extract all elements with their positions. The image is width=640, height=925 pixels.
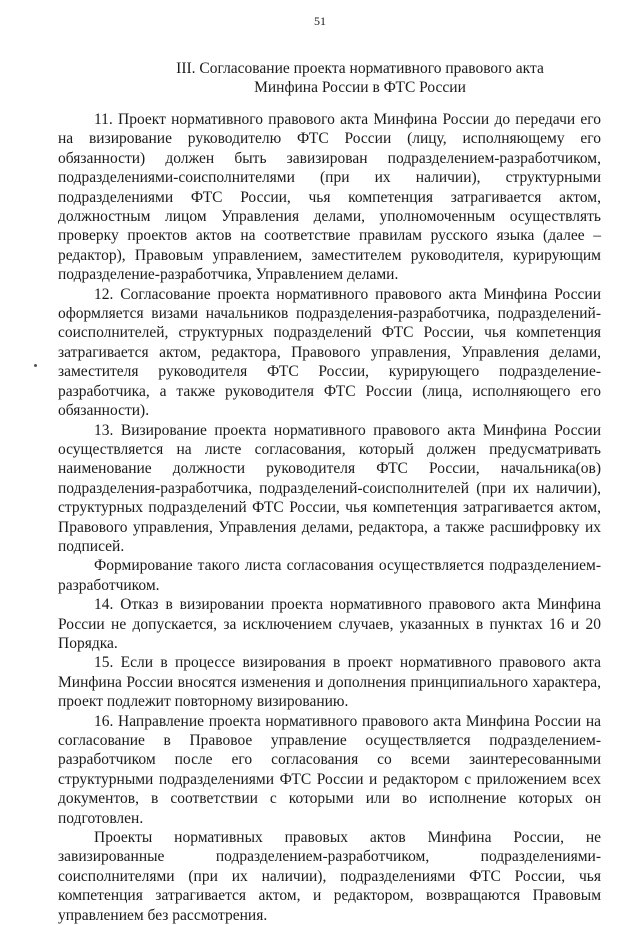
paragraph-15: 15. Если в процессе визирования в проект нормативного правового акта Минфина России вносятся изменения и дополнения принципиального характера, проект подлежит повторному визированию. (58, 654, 601, 711)
paragraph-16-note: Проекты нормативных правовых актов Минфина России, не завизированные подразделением-разработчиком, подразделениями-соисполнителями (при их наличии), подразделениями ФТС России, чья компетенция затрагивается актом, и редактором, возвращаются Правовым управлением без рассмотрения. (58, 829, 601, 924)
section-title-line-2: Минфина России в ФТС России (254, 79, 466, 96)
page-number: 51 (314, 14, 326, 28)
scan-speck (34, 364, 37, 367)
paragraph-13-note: Формирование такого листа согласования осуществляется подразделением-разработчиком. (58, 557, 601, 594)
paragraph-14: 14. Отказ в визировании проекта нормативного правового акта Минфина России не допускается, за исключением случаев, указанных в пунктах 16 и 20 Порядка. (58, 596, 601, 652)
paragraph-13: 13. Визирование проекта нормативного правового акта Минфина России осуществляется на листе согласования, который должен предусматривать наименование должности руководителя ФТС России, начальника(ов) подразделения-разработчика, подразделений-соисполнителей (при их наличии), структурных подразделений ФТС России, чья компетенция затрагивается актом, Правового управления, Управления делами, редактора, а также расшифровку их подписей. (58, 421, 601, 555)
section-title (100, 59, 620, 97)
section-title-line-1: III. Согласование проекта нормативного правового акта (176, 60, 544, 77)
document-body (58, 110, 601, 925)
paragraph-16: 16. Направление проекта нормативного правового акта Минфина России на согласование в Правовое управление осуществляется подразделением-разработчиком после его согласования со всеми заинтересованными структурными подразделениями ФТС России и редактором с приложением всех документов, в соответствии с которыми или во исполнение которых он подготовлен. (58, 712, 601, 827)
paragraph-11: 11. Проект нормативного правового акта Минфина России до передачи его на визирование руководителю ФТС России (лицу, исполняющему его обязанности) должен быть завизирован подразделением-разработчиком, подразделениями-соисполнителями (при их наличии), структурными подразделениями ФТС России, чья компетенция затрагивается актом, должностным лицом Управления делами, уполномоченным осуществлять проверку проектов актов на соответствие правилам русского языка (далее – редактор), Правовым управлением, заместителем руководителя, курирующим подразделение-разработчика, Управлением делами. (58, 111, 601, 284)
paragraph-12: 12. Согласование проекта нормативного правового акта Минфина России оформляется визами начальников подразделения-разработчика, подразделений-соисполнителей, структурных подразделений ФТС России, чья компетенция затрагивается актом, редактора, Правового управления, Управления делами, заместителя руководителя ФТС России, курирующего подразделение-разработчика, а также руководителя ФТС России (лица, исполняющего его обязанности). (58, 285, 601, 420)
